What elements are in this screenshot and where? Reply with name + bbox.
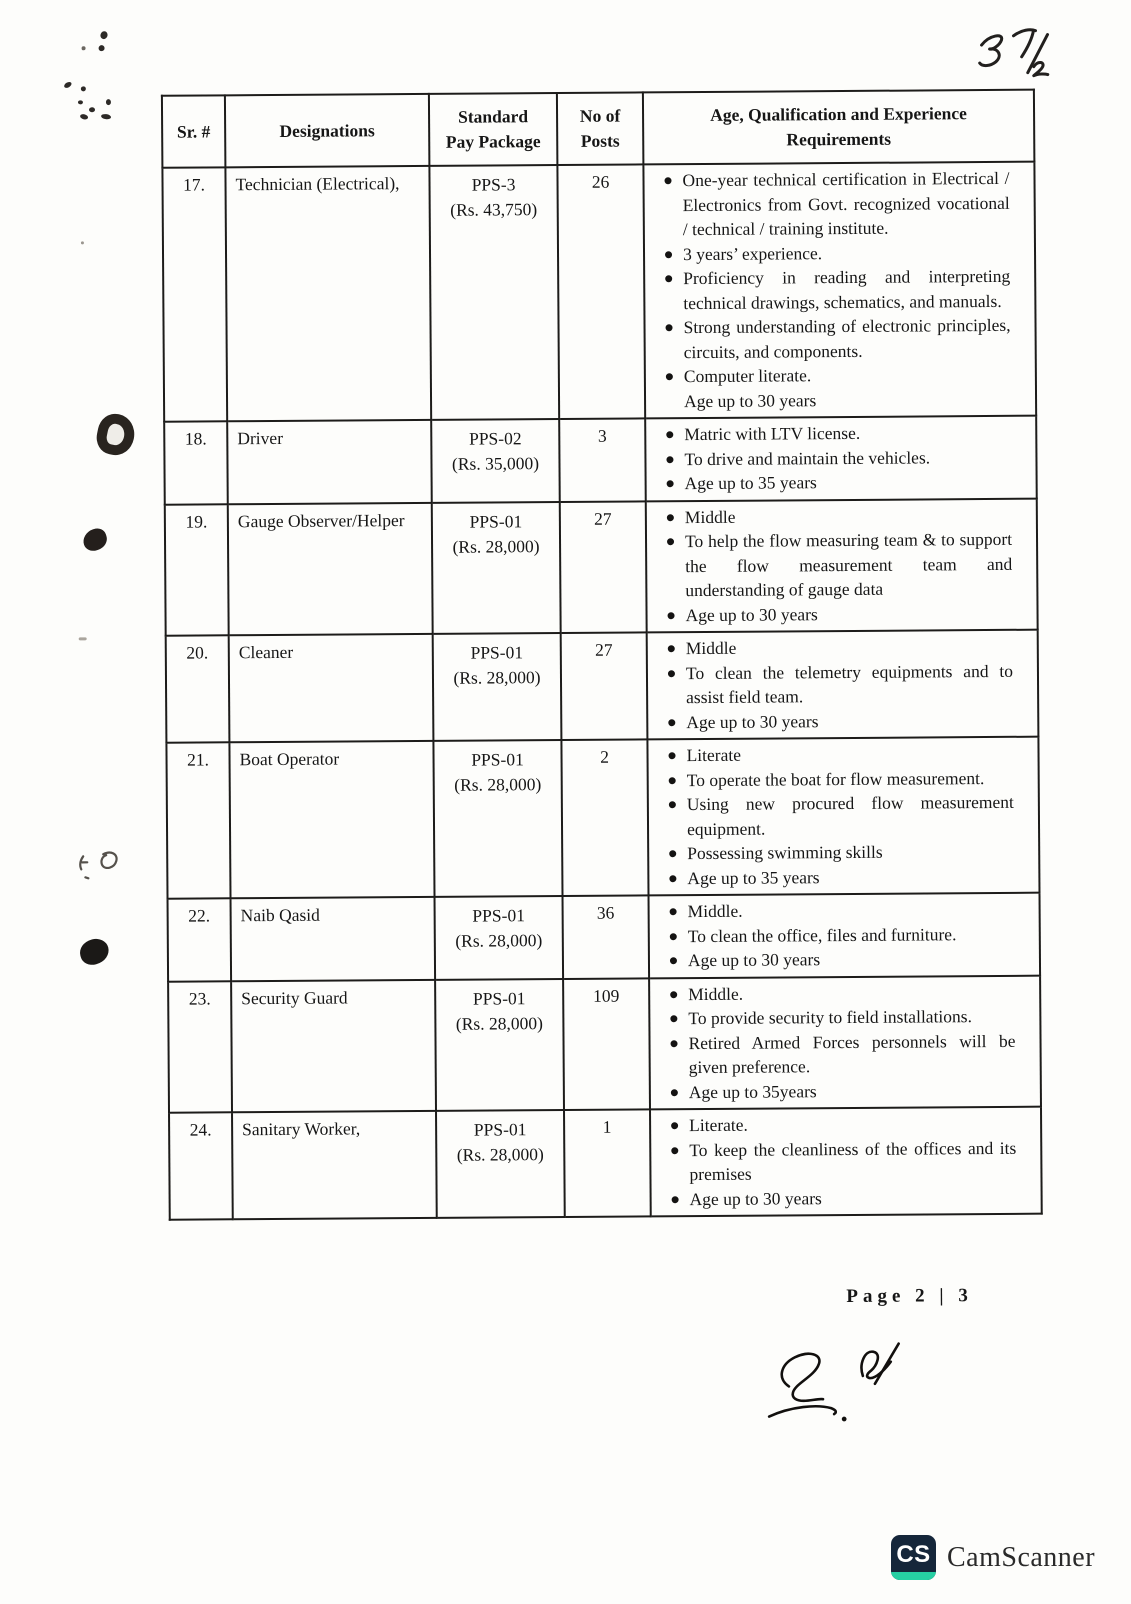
requirement-text: Age up to 35 years bbox=[687, 866, 820, 888]
requirement-text: Middle. bbox=[688, 983, 744, 1004]
requirement-item bbox=[654, 420, 1011, 447]
posts-count-cell: 1 bbox=[564, 1109, 651, 1217]
requirements-list bbox=[654, 420, 1012, 496]
table-row bbox=[166, 630, 1039, 743]
requirement-item bbox=[658, 897, 1015, 924]
bullet-dot bbox=[656, 710, 686, 726]
serial-number-cell: 23. bbox=[168, 981, 232, 1113]
requirement-item bbox=[658, 979, 1015, 1006]
requirements-table bbox=[161, 89, 1043, 1221]
column-header: No of Posts bbox=[557, 92, 644, 165]
requirement-text: Middle bbox=[684, 506, 736, 527]
requirement-text: Literate. bbox=[689, 1114, 748, 1136]
requirement-item bbox=[656, 707, 1013, 734]
requirement-text: Age up to 30 years bbox=[686, 710, 819, 732]
bullet-dot bbox=[652, 168, 682, 184]
camscanner-icon-accent bbox=[891, 1572, 936, 1580]
pay-package-cell bbox=[429, 165, 559, 420]
column-header: Designations bbox=[225, 94, 429, 167]
scan-speck bbox=[81, 86, 86, 91]
pay-amount: (Rs. 28,000) bbox=[452, 535, 540, 557]
table-header bbox=[162, 90, 1034, 168]
bullet-spacer bbox=[654, 389, 684, 405]
designation-cell: Gauge Observer/Helper bbox=[228, 502, 433, 635]
pay-scale: PPS-3 bbox=[471, 174, 516, 195]
requirements-list bbox=[652, 166, 1011, 413]
requirements-list bbox=[655, 502, 1013, 627]
pay-scale: PPS-01 bbox=[469, 510, 523, 532]
bullet-dot bbox=[659, 1080, 689, 1096]
requirement-text: Middle. bbox=[687, 900, 743, 922]
scan-speck bbox=[101, 114, 112, 120]
requirement-item bbox=[656, 634, 1013, 661]
requirement-item bbox=[660, 1184, 1017, 1211]
requirement-text: To operate the boat for flow measurement. bbox=[686, 767, 985, 790]
requirement-item bbox=[654, 362, 1011, 389]
column-header: Age, Qualification and Experience Requirements bbox=[643, 90, 1034, 165]
requirement-text: 3 years’ experience. bbox=[682, 242, 823, 264]
designation-cell: Sanitary Worker, bbox=[232, 1111, 437, 1219]
requirement-text: To clean the telemetry equipments and to assist field team. bbox=[685, 660, 1014, 708]
ink-blob bbox=[80, 526, 109, 554]
bullet-dot bbox=[658, 948, 688, 964]
bullet-dot bbox=[657, 841, 687, 857]
requirement-text: Middle bbox=[685, 637, 737, 659]
bullet-dot bbox=[657, 866, 687, 882]
bullet-dot bbox=[655, 505, 685, 521]
requirement-item bbox=[655, 600, 1012, 627]
requirement-text: Proficiency in reading and interpreting technical drawings, schematics, and manuals. bbox=[683, 265, 1011, 313]
scan-speck bbox=[82, 46, 86, 50]
bullet-dot bbox=[656, 743, 686, 759]
serial-number-cell: 22. bbox=[168, 898, 232, 981]
designation-cell: Cleaner bbox=[229, 634, 434, 742]
pay-amount: (Rs. 35,000) bbox=[451, 453, 540, 474]
designation-cell: Naib Qasid bbox=[231, 897, 436, 981]
pay-scale: PPS-01 bbox=[472, 987, 526, 1009]
table-row bbox=[168, 975, 1041, 1113]
bullet-dot bbox=[658, 924, 688, 940]
camscanner-label: CamScanner bbox=[947, 1541, 1096, 1573]
requirements-list bbox=[659, 1111, 1017, 1211]
requirement-text: Age up to 35 years bbox=[684, 472, 817, 494]
requirement-item bbox=[658, 1028, 1015, 1079]
camscanner-watermark bbox=[891, 1535, 1095, 1580]
posts-count-cell: 26 bbox=[557, 164, 645, 419]
requirement-text: One-year technical certification in Electrical / Electronics from Govt. recognized vocational / technical / training institute. bbox=[682, 167, 1010, 240]
requirement-item bbox=[656, 658, 1013, 709]
requirement-text: Literate bbox=[686, 744, 742, 766]
posts-count-cell: 3 bbox=[559, 418, 646, 501]
ink-blob bbox=[77, 936, 111, 967]
requirement-item bbox=[656, 741, 1013, 768]
signature-mark bbox=[747, 1323, 938, 1436]
requirements-cell bbox=[649, 893, 1041, 978]
requirements-cell bbox=[645, 416, 1037, 501]
serial-number-cell: 19. bbox=[165, 504, 229, 636]
designation-cell: Technician (Electrical), bbox=[225, 166, 431, 421]
bullet-dot bbox=[659, 1138, 689, 1154]
column-header: Sr. # bbox=[162, 95, 226, 167]
table-row bbox=[169, 1107, 1042, 1220]
pay-scale: PPS-01 bbox=[473, 1119, 527, 1140]
bullet-dot bbox=[655, 471, 685, 487]
serial-number-cell: 21. bbox=[166, 742, 230, 898]
bullet-dot bbox=[654, 364, 684, 380]
pay-package-cell bbox=[436, 1110, 565, 1218]
handwritten-scribble bbox=[73, 848, 129, 892]
camscanner-icon bbox=[891, 1535, 936, 1580]
posts-count-cell: 109 bbox=[563, 978, 650, 1110]
table-row bbox=[168, 893, 1041, 982]
requirement-item bbox=[657, 863, 1014, 890]
requirement-text: Age up to 30 years bbox=[683, 389, 817, 411]
header-row bbox=[162, 90, 1034, 168]
requirement-text: Matric with LTV license. bbox=[684, 422, 861, 445]
requirement-text: Computer literate. bbox=[683, 365, 812, 387]
scan-speck bbox=[106, 99, 111, 105]
scan-speck bbox=[81, 241, 84, 244]
requirements-list bbox=[658, 979, 1016, 1104]
bullet-dot bbox=[653, 266, 683, 282]
requirements-cell bbox=[647, 630, 1039, 740]
bullet-dot bbox=[655, 529, 685, 545]
requirement-item bbox=[658, 921, 1015, 948]
serial-number-cell: 24. bbox=[169, 1112, 233, 1219]
serial-number-cell: 20. bbox=[166, 635, 230, 742]
requirement-item bbox=[659, 1135, 1016, 1186]
designation-cell: Security Guard bbox=[231, 979, 436, 1112]
serial-number-cell: 18. bbox=[164, 421, 228, 504]
bullet-dot bbox=[655, 603, 685, 619]
requirement-text: Using new procured flow measurement equipment. bbox=[686, 791, 1014, 839]
bullet-dot bbox=[653, 242, 683, 258]
table-row bbox=[165, 498, 1038, 636]
scan-speck bbox=[79, 637, 87, 640]
bullet-dot bbox=[660, 1187, 690, 1203]
requirement-item bbox=[655, 469, 1012, 496]
camscanner-icon-text: CS bbox=[896, 1541, 931, 1568]
requirement-text: Retired Armed Forces personnels will be given preference. bbox=[688, 1030, 1016, 1078]
requirement-text: To provide security to field installations. bbox=[688, 1006, 973, 1029]
pay-scale: PPS-01 bbox=[470, 642, 524, 663]
pay-amount: (Rs. 28,000) bbox=[455, 930, 543, 951]
scan-speck bbox=[80, 113, 89, 120]
scan-speck bbox=[99, 45, 105, 51]
bullet-dot bbox=[654, 422, 684, 438]
table-row bbox=[166, 737, 1039, 899]
requirements-list bbox=[656, 634, 1014, 734]
bullet-dot bbox=[656, 661, 686, 677]
bullet-dot bbox=[658, 899, 688, 915]
posts-count-cell: 36 bbox=[563, 895, 650, 978]
requirement-text: Age up to 30 years bbox=[685, 603, 818, 625]
pay-package-cell bbox=[433, 740, 562, 897]
requirements-cell bbox=[649, 975, 1041, 1109]
table-row bbox=[162, 162, 1036, 422]
requirement-item bbox=[653, 313, 1010, 364]
requirement-item bbox=[653, 239, 1010, 266]
requirement-item bbox=[655, 502, 1012, 529]
bullet-dot bbox=[654, 447, 684, 463]
requirement-text: Age up to 30 years bbox=[687, 949, 821, 971]
bullet-dot bbox=[659, 1113, 689, 1129]
requirement-item bbox=[659, 1111, 1016, 1138]
requirement-item bbox=[658, 946, 1015, 973]
ink-blob bbox=[94, 411, 138, 459]
requirements-list bbox=[658, 897, 1016, 973]
scan-speck bbox=[89, 107, 95, 112]
requirement-text: To clean the office, files and furniture. bbox=[687, 923, 957, 946]
scan-speck bbox=[78, 100, 83, 104]
table-row bbox=[164, 416, 1037, 505]
pay-package-cell bbox=[432, 501, 561, 633]
bullet-dot bbox=[658, 982, 688, 998]
designation-cell: Boat Operator bbox=[229, 741, 434, 898]
pay-package-cell bbox=[435, 978, 564, 1110]
scan-speck bbox=[99, 30, 108, 40]
requirement-text: Age up to 35years bbox=[688, 1080, 817, 1102]
pay-package-cell bbox=[431, 419, 560, 502]
pay-amount: (Rs. 28,000) bbox=[456, 1144, 544, 1165]
pay-amount: (Rs. 28,000) bbox=[455, 1012, 543, 1034]
requirement-text: To drive and maintain the vehicles. bbox=[684, 446, 931, 469]
requirements-cell bbox=[643, 162, 1036, 419]
posts-count-cell: 2 bbox=[561, 739, 648, 896]
pay-package-cell bbox=[433, 633, 562, 741]
requirements-cell bbox=[646, 498, 1038, 632]
pay-amount: (Rs. 43,750) bbox=[450, 199, 538, 220]
pay-amount: (Rs. 28,000) bbox=[453, 667, 541, 688]
page-number: Page 2 | 3 bbox=[846, 1285, 973, 1308]
requirement-item bbox=[654, 444, 1011, 471]
requirement-text: Possessing swimming skills bbox=[687, 841, 883, 864]
bullet-dot bbox=[653, 315, 683, 331]
pay-scale: PPS-02 bbox=[468, 428, 522, 449]
requirements-cell bbox=[650, 1107, 1042, 1217]
requirement-text: To keep the cleanliness of the offices and its premises bbox=[689, 1137, 1017, 1185]
requirement-item bbox=[653, 264, 1010, 315]
bullet-dot bbox=[657, 768, 687, 784]
pay-scale: PPS-01 bbox=[471, 749, 524, 770]
requirements-cell bbox=[647, 737, 1039, 896]
requirement-item bbox=[655, 527, 1013, 603]
requirement-item bbox=[654, 386, 1011, 413]
column-header: Standard Pay Package bbox=[429, 93, 557, 166]
bullet-dot bbox=[658, 1006, 688, 1022]
pay-package-cell bbox=[435, 896, 564, 979]
requirement-item bbox=[652, 166, 1010, 242]
serial-number-cell: 17. bbox=[162, 167, 227, 421]
requirement-text: Age up to 30 years bbox=[689, 1187, 822, 1209]
requirement-item bbox=[659, 1077, 1016, 1104]
bullet-dot bbox=[657, 792, 687, 808]
requirement-text: Strong understanding of electronic principles, circuits, and components. bbox=[683, 314, 1011, 362]
posts-count-cell: 27 bbox=[561, 632, 648, 740]
designation-cell: Driver bbox=[227, 420, 432, 504]
bullet-dot bbox=[658, 1031, 688, 1047]
requirement-text: To help the flow measuring team & to support the flow measurement team and understanding of gauge data bbox=[684, 528, 1013, 601]
requirement-item bbox=[658, 1004, 1015, 1031]
posts-count-cell: 27 bbox=[560, 501, 647, 633]
bullet-dot bbox=[656, 636, 686, 652]
handwritten-corner-note bbox=[967, 22, 1067, 85]
requirement-item bbox=[657, 839, 1014, 866]
scan-speck bbox=[63, 81, 72, 89]
pay-scale: PPS-01 bbox=[472, 905, 525, 926]
pay-amount: (Rs. 28,000) bbox=[454, 774, 542, 795]
requirements-list bbox=[656, 741, 1014, 890]
requirement-item bbox=[657, 765, 1014, 792]
table-body bbox=[162, 162, 1041, 1220]
requirement-item bbox=[657, 790, 1014, 841]
